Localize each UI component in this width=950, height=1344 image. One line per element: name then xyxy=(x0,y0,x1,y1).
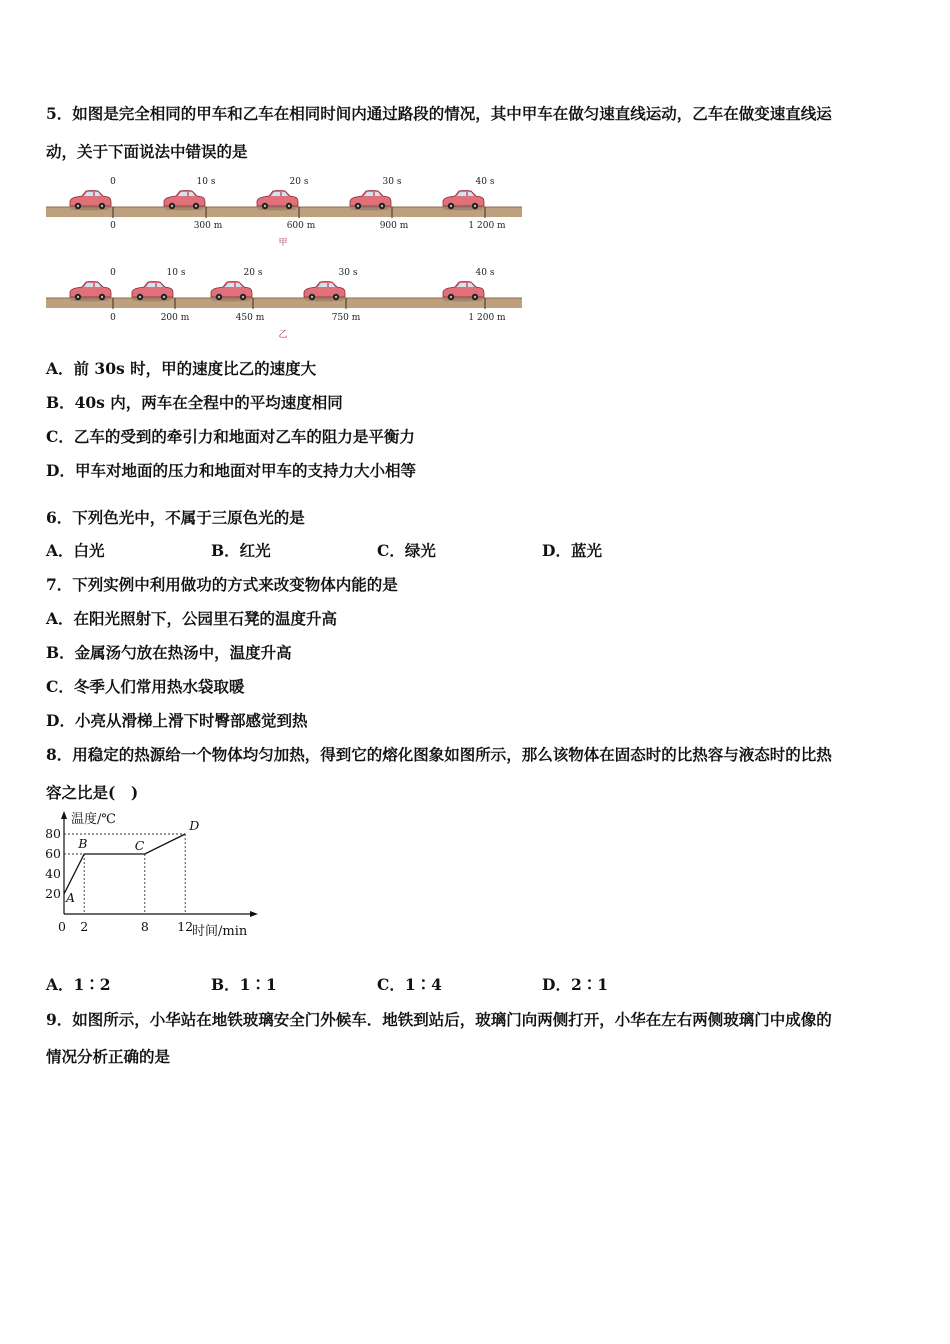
road-jia-distance: 0 xyxy=(110,221,116,231)
x-axis-arrow xyxy=(250,911,258,917)
y-axis-label: 温度/℃ xyxy=(71,812,116,827)
q7-option-b[interactable]: B．金属汤勺放在热汤中，温度升高 xyxy=(46,643,292,662)
x-tick-label: 8 xyxy=(140,919,149,934)
road-yi-time: 30 s xyxy=(338,268,358,278)
road-yi-distance: 750 m xyxy=(331,313,361,323)
road-yi-time: 10 s xyxy=(166,268,186,278)
road-jia-label: 甲 xyxy=(278,238,288,248)
x-tick-label: 0 xyxy=(58,919,66,934)
road-jia-distance: 1 200 m xyxy=(468,221,506,231)
q7-option-d[interactable]: D．小亮从滑梯上滑下时臀部感觉到热 xyxy=(46,711,308,730)
road-jia-time: 0 xyxy=(110,177,116,187)
q6-option-c[interactable]: C．绿光 xyxy=(377,541,436,560)
point-label: C xyxy=(134,838,145,853)
road-jia-time: 10 s xyxy=(196,177,216,187)
point-label: A xyxy=(66,890,76,905)
road-yi-distance: 1 200 m xyxy=(468,313,506,323)
y-tick-label: 40 xyxy=(45,866,61,881)
road-jia-distance: 900 m xyxy=(379,221,409,231)
q5-stem-line2: 动，关于下面说法中错误的是 xyxy=(46,142,248,161)
y-axis-arrow xyxy=(61,811,67,819)
q6-option-d[interactable]: D．蓝光 xyxy=(542,541,602,560)
q5-option-b[interactable]: B．40s 内，两车在全程中的平均速度相同 xyxy=(46,393,343,412)
road-yi-time: 0 xyxy=(110,268,116,278)
road-yi-time: 40 s xyxy=(475,268,495,278)
q5-option-d[interactable]: D．甲车对地面的压力和地面对甲车的支持力大小相等 xyxy=(46,461,416,480)
x-axis-label: 时间/min xyxy=(192,924,248,939)
q5-option-c[interactable]: C．乙车的受到的牵引力和地面对乙车的阻力是平衡力 xyxy=(46,427,415,446)
q5-option-a[interactable]: A．前 30s 时，甲的速度比乙的速度大 xyxy=(46,359,317,378)
road-jia-distance: 300 m xyxy=(193,221,223,231)
melting-curve-chart xyxy=(40,808,270,940)
q8-stem-line2: 容之比是( ) xyxy=(46,783,139,802)
road-jia-time: 40 s xyxy=(475,177,495,187)
q9-stem-line1: 9．如图所示，小华站在地铁玻璃安全门外候车．地铁到站后，玻璃门向两侧打开，小华在左右两侧玻璃门中成像的 xyxy=(46,1010,832,1029)
road-jia-time: 20 s xyxy=(289,177,309,187)
q5-stem-line1: 5．如图是完全相同的甲车和乙车在相同时间内通过路段的情况，其中甲车在做匀速直线运动，乙车在做变速直线运 xyxy=(46,104,832,123)
q7-stem: 7．下列实例中利用做功的方式来改变物体内能的是 xyxy=(46,575,398,594)
road-yi-distance: 450 m xyxy=(235,313,265,323)
road-yi-distance: 200 m xyxy=(160,313,190,323)
x-tick-label: 2 xyxy=(80,919,89,934)
q6-option-a[interactable]: A．白光 xyxy=(46,541,105,560)
road-jia-distance: 600 m xyxy=(286,221,316,231)
q8-option-b[interactable]: B．1∶1 xyxy=(211,975,277,994)
q6-option-b[interactable]: B．红光 xyxy=(211,541,271,560)
road-yi-time: 20 s xyxy=(243,268,263,278)
point-label: D xyxy=(189,818,200,833)
x-tick-label: 12 xyxy=(177,919,194,934)
y-tick-label: 20 xyxy=(45,886,61,901)
road-jia-time: 30 s xyxy=(382,177,402,187)
road-yi-distance: 0 xyxy=(110,313,116,323)
q8-stem-line1: 8．用稳定的热源给一个物体均匀加热，得到它的熔化图象如图所示，那么该物体在固态时的比热容与液态时的比热 xyxy=(46,745,832,764)
y-tick-label: 80 xyxy=(45,826,61,841)
q5-cars-figure xyxy=(46,172,526,344)
q7-option-c[interactable]: C．冬季人们常用热水袋取暖 xyxy=(46,677,245,696)
q7-option-a[interactable]: A．在阳光照射下，公园里石凳的温度升高 xyxy=(46,609,338,628)
q8-option-d[interactable]: D．2∶1 xyxy=(542,975,609,994)
q8-option-a[interactable]: A．1∶2 xyxy=(46,975,111,994)
q8-option-c[interactable]: C．1∶4 xyxy=(377,975,442,994)
point-label: B xyxy=(78,836,88,851)
q6-stem: 6．下列色光中，不属于三原色光的是 xyxy=(46,508,305,527)
road-yi-label: 乙 xyxy=(278,330,288,340)
y-tick-label: 60 xyxy=(45,846,61,861)
q9-stem-line2: 情况分析正确的是 xyxy=(46,1047,171,1066)
